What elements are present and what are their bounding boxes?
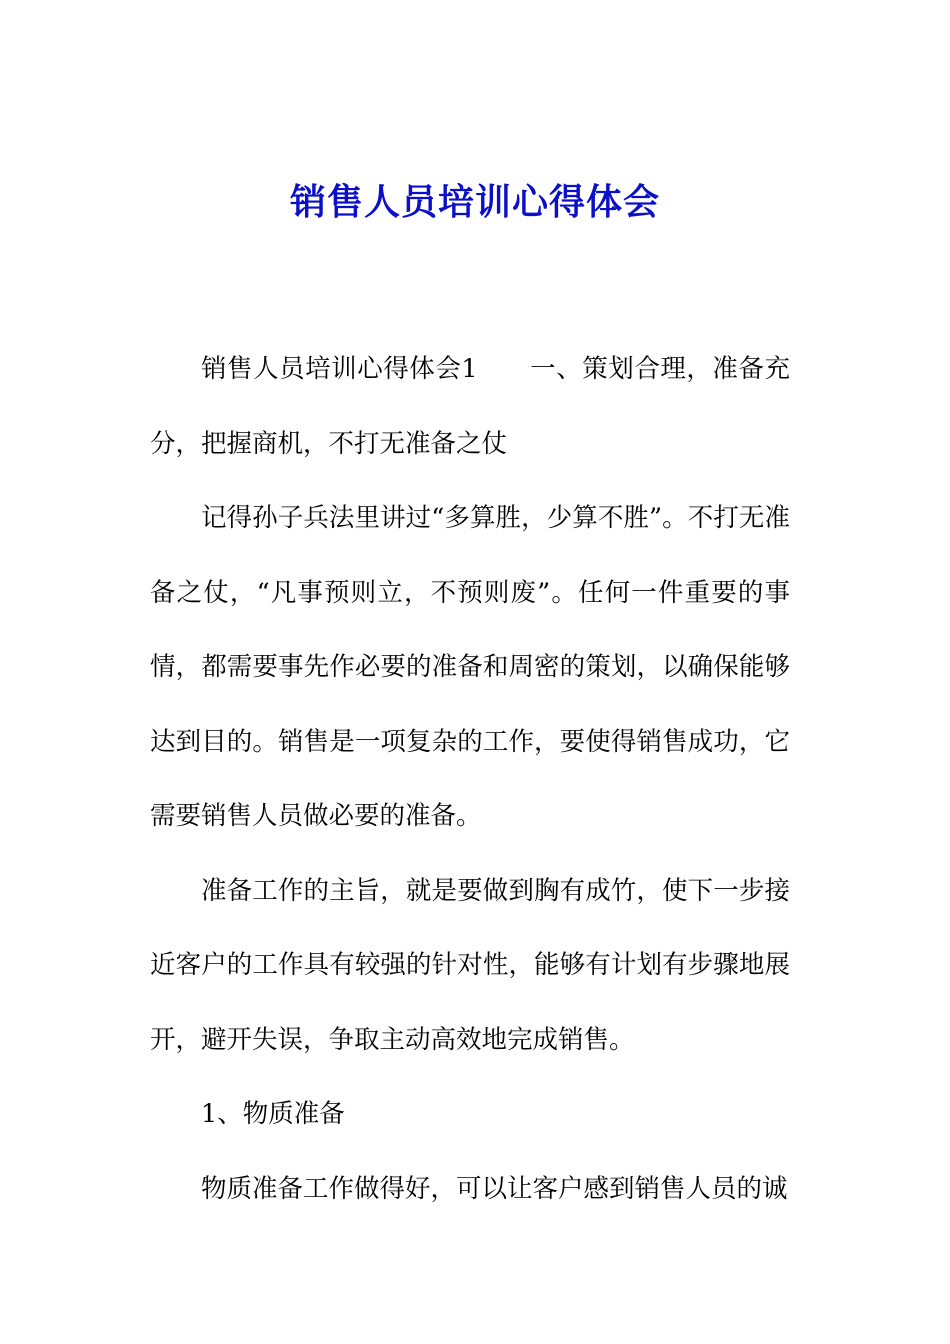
section-heading-material-preparation: 1、物质准备 (201, 1099, 345, 1129)
document-body (150, 332, 790, 1226)
paragraph-material-preparation: 物质准备工作做得好，可以让客户感到销售人员的诚 (201, 1173, 788, 1204)
paragraph-preparation: 记得孙子兵法里讲过“多算胜，少算不胜”。不打无准备之仗，“凡事预则立，不预则废”。任何一件重要的事情，都需要事先作必要的准备和周密的策划，以确保能够达到目的。销售是一项复杂的工作，要使得销售成功，它需要销售人员做必要的准备。 (150, 503, 790, 831)
paragraph-intro: 销售人员培训心得体会1 一、策划合理，准备充分，把握商机，不打无准备之仗 (150, 354, 790, 459)
document-title: 销售人员培训心得体会 (289, 181, 660, 223)
paragraph-purpose: 准备工作的主旨，就是要做到胸有成竹，使下一步接近客户的工作具有较强的针对性，能够有计划有步骤地展开，避开失误，争取主动高效地完成销售。 (150, 875, 790, 1055)
